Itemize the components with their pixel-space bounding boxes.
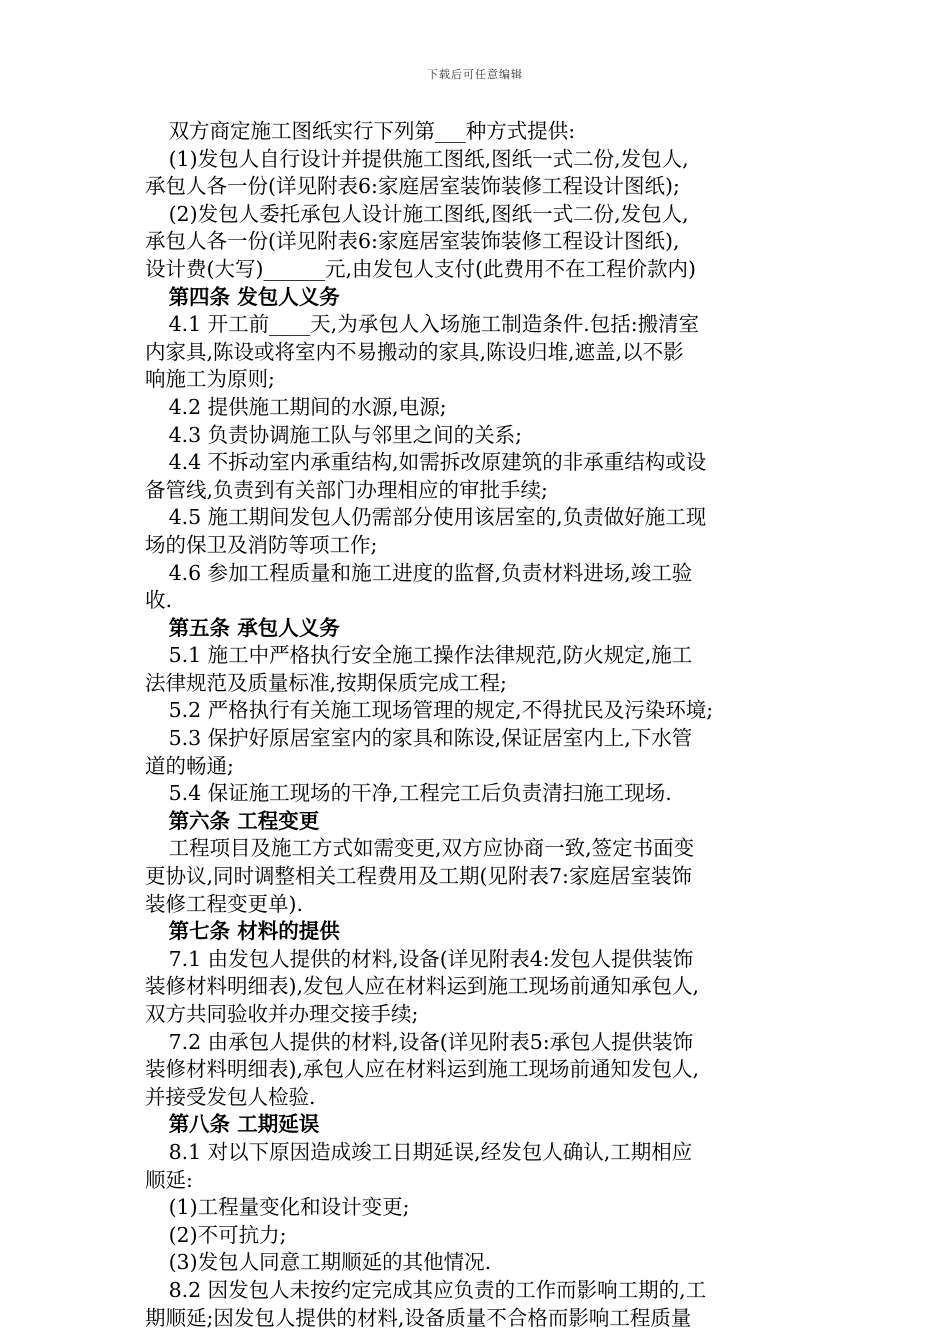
text-line: 5.1 施工中严格执行安全施工操作法律规范,防火规定,施工 [168,643,693,668]
text-line: 8.1 对以下原因造成竣工日期延误,经发包人确认,工期相应 [168,1139,693,1164]
text-line: 装修工程变更单). [145,891,304,916]
text-line: 装修材料明细表),发包人应在材料运到施工现场前通知承包人, [145,974,700,999]
text-line: 5.3 保护好原居室室内的家具和陈设,保证居室内上,下水管 [168,726,693,751]
text-line: 7.1 由发包人提供的材料,设备(详见附表4:发包人提供装饰 [168,946,694,971]
text-line: 装修材料明细表),承包人应在材料运到施工现场前通知发包人, [145,1057,700,1082]
page-header: 下载后可任意编辑 [427,68,523,81]
document-body [145,118,810,1332]
text-line: 8.2 因发包人未按约定完成其应负责的工作而影响工期的,工 [168,1277,707,1302]
text-line: (1)工程量变化和设计变更; [168,1195,410,1220]
text-line: 法律规范及质量标准,按期保质完成工程; [145,670,507,695]
text-line: 7.2 由承包人提供的材料,设备(详见附表5:承包人提供装饰 [168,1029,694,1054]
text-line: 5.2 严格执行有关施工现场管理的规定,不得扰民及污染环境; [168,698,714,723]
section-heading: 第四条 发包人义务 [168,284,340,309]
text-line: 承包人各一份(详见附表6:家庭居室装饰装修工程设计图纸); [145,174,680,199]
text-line: 备管线,负责到有关部门办理相应的审批手续; [145,477,548,502]
text-line: (3)发包人同意工期顺延的其他情况. [168,1250,492,1275]
text-line: 4.2 提供施工期间的水源,电源; [168,394,447,419]
text-line: 道的畅通; [145,753,234,778]
text-line: 4.6 参加工程质量和施工进度的监督,负责材料进场,竣工验 [168,560,693,585]
text-line: 双方商定施工图纸实行下列第___种方式提供: [168,119,576,143]
section-heading: 第五条 承包人义务 [168,615,340,640]
text-line: 期顺延;因发包人提供的材料,设备质量不合格而影响工程质量 [145,1305,692,1330]
text-line: (2)不可抗力; [168,1222,287,1247]
text-line: 更协议,同时调整相关工程费用及工期(见附表7:家庭居室装饰 [145,864,692,889]
text-line: 4.3 负责协调施工队与邻里之间的关系; [168,422,523,447]
text-line: 5.4 保证施工现场的干净,工程完工后负责清扫施工现场. [168,781,672,806]
text-line: (2)发包人委托承包人设计施工图纸,图纸一式二份,发包人, [168,201,689,226]
text-line: 响施工为原则; [145,367,275,392]
text-line: 收. [145,588,173,613]
text-line: 工程项目及施工方式如需变更,双方应协商一致,签定书面变 [168,836,695,861]
section-heading: 第六条 工程变更 [168,808,320,833]
text-line: 顺延: [145,1167,193,1192]
text-line: 内家具,陈设或将室内不易搬动的家具,陈设归堆,遮盖,以不影 [145,339,684,364]
text-line: 并接受发包人检验. [145,1084,316,1109]
text-line: 场的保卫及消防等项工作; [145,532,378,557]
text-line: 设计费(大写)______元,由发包人支付(此费用不在工程价款内) [145,256,697,281]
text-line: 双方共同验收并办理交接手续; [145,1002,419,1026]
section-heading: 第七条 材料的提供 [168,919,340,944]
text-line: 4.1 开工前____天,为承包人入场施工制造条件.包括:搬清室 [168,312,700,337]
text-line: 4.5 施工期间发包人仍需部分使用该居室的,负责做好施工现 [168,505,707,530]
text-line: 承包人各一份(详见附表6:家庭居室装饰装修工程设计图纸), [145,229,680,254]
section-heading: 第八条 工期延误 [168,1112,320,1137]
text-line: 4.4 不拆动室内承重结构,如需拆改原建筑的非承重结构或设 [168,450,707,475]
text-line: (1)发包人自行设计并提供施工图纸,图纸一式二份,发包人, [168,146,689,171]
